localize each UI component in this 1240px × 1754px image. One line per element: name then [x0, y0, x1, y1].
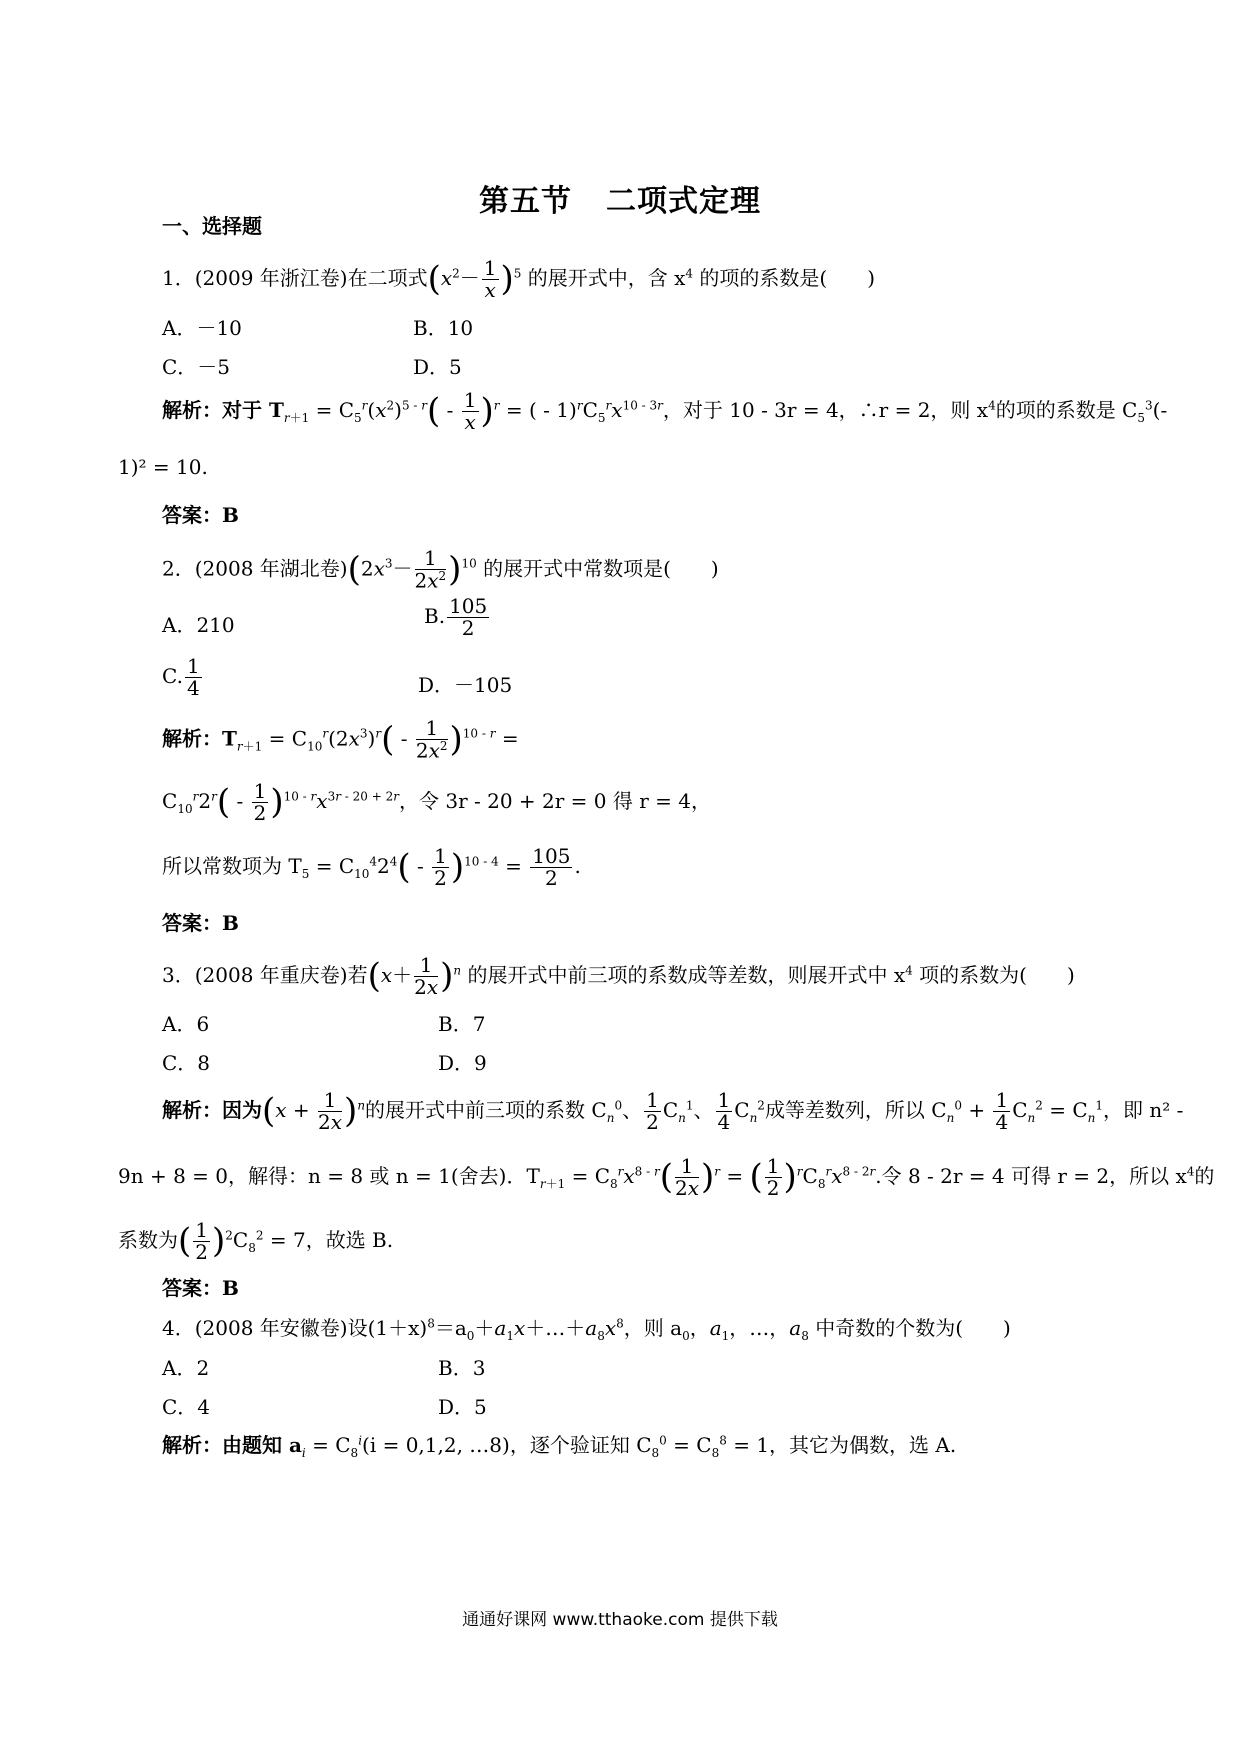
- q4-solution: 解析：由题知 $a_i = C_8^i(i = 0,1,2$, …8)，逐个验证知 $C_8^0 = C_8^8 = 1$，其它为偶数，选 A.: [162, 1433, 957, 1460]
- q2-option-d: D．－105: [418, 673, 513, 697]
- q4-option-d: D．5: [438, 1395, 487, 1419]
- q3-option-a: A．6: [162, 1012, 210, 1036]
- q2-solution-line3: 所以常数项为 $T_5 = C_{10}^42^4$( - $\frac{1}{2}$ )$^{10 - 4}$ = $\frac{105}{2}$ .: [162, 844, 581, 890]
- section-heading: 一、选择题: [162, 214, 262, 238]
- q3-answer: 答案：B: [162, 1276, 239, 1300]
- question-2-stem: 2．(2008 年湖北卷)($2x^3-$ $\frac{1}{2x^2}$ )$^{10}$ 的展开式中常数项是( ): [162, 546, 719, 593]
- q2-solution-line1: 解析：$T_{r+1} = C_{10}^r(2x^3)^r$( - $\frac{1}{2x^2}$ )$^{10 - r}$ =: [162, 716, 519, 763]
- q1-option-c: C．－5: [162, 355, 231, 379]
- q3-option-d: D．9: [438, 1051, 487, 1075]
- q1-option-b: B．10: [413, 316, 474, 340]
- q3-solution-line1: 解析：因为(x + $\frac{1}{2x}$ )$^n$的展开式中前三项的系数 $C_n^0$、 $\frac{1}{2}$ $C_n^1$、 $\frac{1}{4}$ $C_n^2$成等差数列，所以 $C_n^0$ + $\frac{1}{4}$ $C_n^2 = C_n^1$，即 n² -: [162, 1088, 1184, 1134]
- q4-option-a: A．2: [162, 1356, 210, 1380]
- q1-option-a: A．－10: [162, 316, 242, 340]
- q1-solution: 解析：对于 $T_{r+1} = C_5^r(x^2)^{5 - r}$( - $\frac{1}{x}$ )$^r$ = ( - $1)^rC_5^rx^{10 - 3r}$，对于 10 - 3r = 4，∴r = 2，则 $x^4$的项的系数是 $C_5^3(-$: [162, 388, 1168, 434]
- page-title: 第五节 二项式定理: [479, 184, 761, 219]
- q3-solution-line2: 9n + 8 = 0，解得：n = 8 或 n = 1(舍去)．$T_{r+1} = C_8^rx^{8 - r}$( $\frac{1}{2x}$ )$^r$ = ( $\frac{1}{2}$ )$^rC_8^rx^{8 - 2r}$.令 8 - 2r = 4 可得 r = 2，所以 $x^4$的: [118, 1154, 1215, 1200]
- q2-answer: 答案：B: [162, 911, 239, 935]
- question-1-stem: 1．(2009 年浙江卷)在二项式($x^2-$ $\frac{1}{x}$ )$^5$ 的展开式中，含 $x^4$ 的项的系数是( ): [162, 256, 876, 302]
- q1-option-d: D．5: [413, 355, 462, 379]
- q3-option-c: C．8: [162, 1051, 211, 1075]
- q3-option-b: B．7: [438, 1012, 486, 1036]
- q2-solution-line2: $C_{10}^r2^r$( - $\frac{1}{2}$ )$^{10 - r}x^{3r - 20 + 2r}$，令 3r - 20 + 2r = 0 得 r = 4，: [162, 779, 711, 825]
- q4-option-c: C．4: [162, 1395, 211, 1419]
- q3-solution-line3: 系数为( $\frac{1}{2}$ )$^2C_8^2 = 7$，故选 B.: [118, 1218, 394, 1264]
- q1-solution-line2: 1)² = 10.: [118, 455, 208, 479]
- q2-option-b: B. $\frac{105}{2}$: [424, 594, 488, 640]
- q2-option-a: A．210: [162, 613, 235, 637]
- q4-option-b: B．3: [438, 1356, 486, 1380]
- q2-option-c: C. $\frac{1}{4}$: [162, 654, 200, 700]
- q1-answer: 答案：B: [162, 503, 239, 527]
- question-3-stem: 3．(2008 年重庆卷)若(x＋ $\frac{1}{2x}$ )$^n$ 的展开式中前三项的系数成等差数，则展开式中 $x^4$ 项的系数为( ): [162, 953, 1075, 999]
- page-footer: 通通好课网 www.tthaoke.com 提供下载: [462, 1610, 778, 1630]
- question-4-stem: 4．(2008 年安徽卷)设$(1+x)^8=a_0+a_1x+\dots+a_8x^8$，则 $a_0$，$a_1$，…，$a_8$ 中奇数的个数为( ): [162, 1316, 1011, 1343]
